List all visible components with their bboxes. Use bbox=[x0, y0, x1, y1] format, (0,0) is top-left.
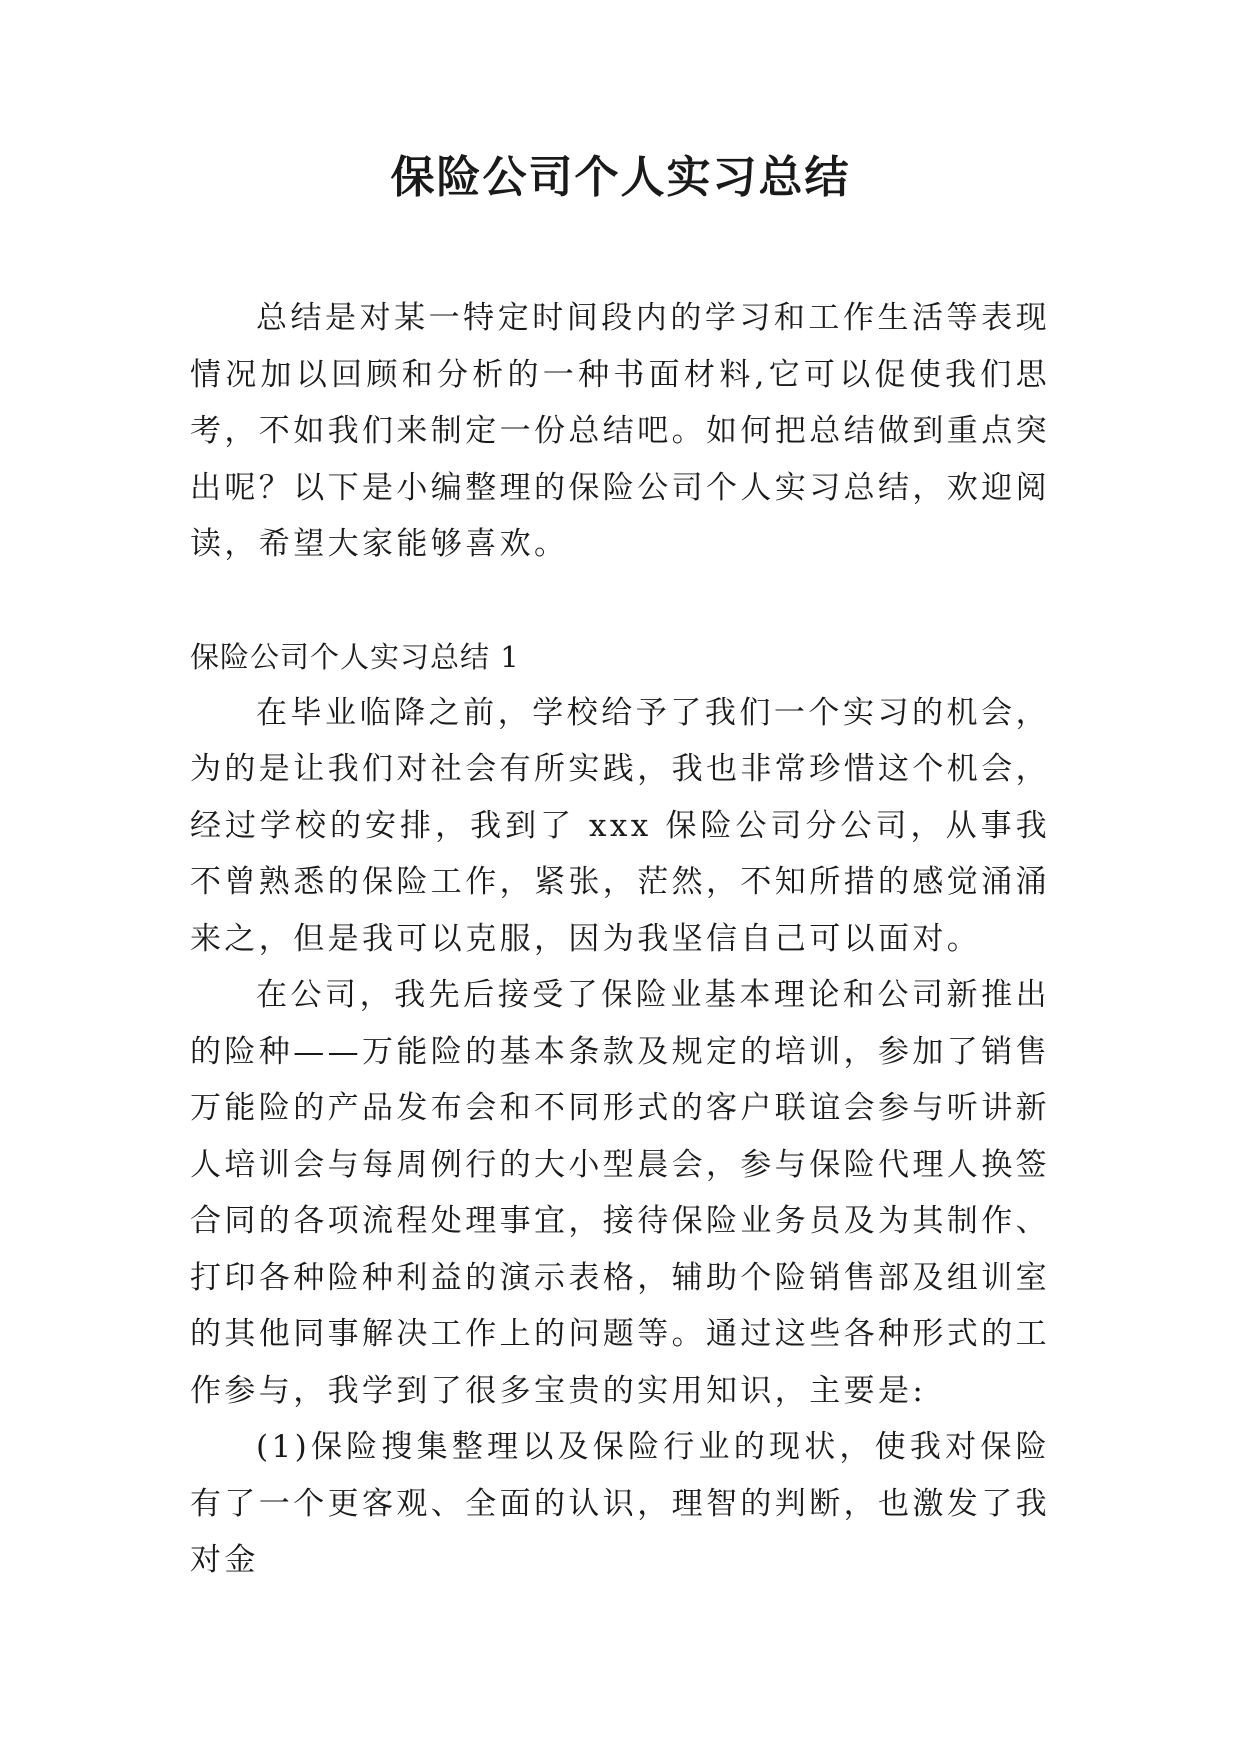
section-heading: 保险公司个人实习总结 1 bbox=[190, 639, 520, 674]
body-paragraph-1: 在毕业临降之前，学校给予了我们一个实习的机会，为的是让我们对社会有所实践，我也非常珍惜这个机会，经过学校的安排，我到了 xxx 保险公司分公司，从事我不曾熟悉的保险工作，紧张，茫然，不知所措的感觉涌涌来之，但是我可以克服，因为我坚信自己可以面对。 bbox=[190, 694, 1050, 957]
document-body bbox=[190, 290, 1050, 1589]
intro-paragraph: 总结是对某一特定时间段内的学习和工作生活等表现情况加以回顾和分析的一种书面材料,它可以促使我们思考，不如我们来制定一份总结吧。如何把总结做到重点突出呢？以下是小编整理的保险公司个人实习总结，欢迎阅读，希望大家能够喜欢。 bbox=[190, 300, 1050, 562]
body-paragraph-2: 在公司，我先后接受了保险业基本理论和公司新推出的险种——万能险的基本条款及规定的培训，参加了销售万能险的产品发布会和不同形式的客户联谊会参与听讲新人培训会与每周例行的大小型晨会，参与保险代理人换签合同的各项流程处理事宜，接待保险业务员及为其制作、打印各种险种利益的演示表格，辅助个险销售部及组训室的其他同事解决工作上的问题等。通过这些各种形式的工作参与，我学到了很多宝贵的实用知识，主要是: bbox=[190, 977, 1050, 1409]
body-paragraph-3: (1)保险搜集整理以及保险行业的现状，使我对保险有了一个更客观、全面的认识，理智的判断，也激发了我对金 bbox=[190, 1429, 1050, 1578]
document-title: 保险公司个人实习总结 bbox=[390, 152, 851, 203]
